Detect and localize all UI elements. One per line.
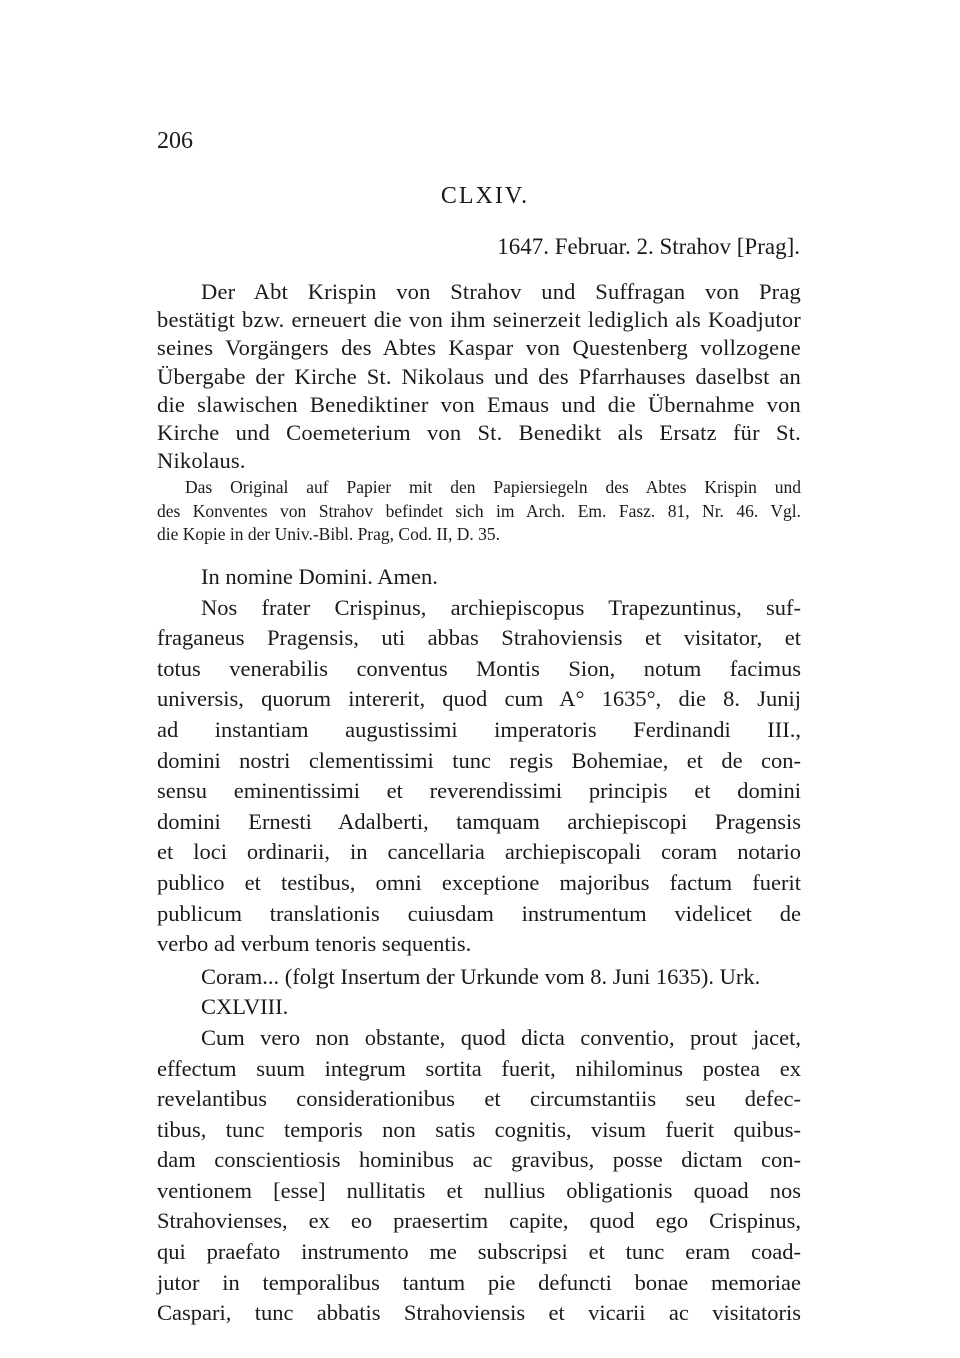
regest-line: Der Abt Krispin von Strahov und Suffragan von Prag [201, 279, 801, 304]
charter-text [157, 562, 801, 1329]
regest-line: die slawischen Benediktiner von Emaus und die Übernahme von [157, 391, 801, 417]
regest-line: Nikolaus. [157, 448, 246, 474]
text-line: domini Ernesti Adalberti, tamquam archiepiscopi Pragensis [157, 808, 801, 834]
text-line: publicum translationis cuiusdam instrumentum videlicet de [157, 900, 801, 926]
dateline: 1647. Februar. 2. Strahov [Prag]. [497, 234, 800, 259]
text-line: publico et testibus, omni exceptione majoribus factum fuerit [157, 869, 801, 895]
text-line: totus venerabilis conventus Montis Sion, notum facimus [157, 655, 801, 681]
regest-line: seines Vorgängers des Abtes Kaspar von Questenberg vollzogene [157, 335, 801, 361]
regest-summary [157, 278, 801, 475]
text-line: ventionem [esse] nullitatis et nullius obligationis quoad nos [157, 1177, 801, 1203]
regest-line: Übergabe der Kirche St. Nikolaus und des Pfarrhauses daselbst an [157, 363, 801, 389]
text-line: jutor in temporalibus tantum pie defuncti bonae memoriae [157, 1269, 801, 1295]
text-line: ad instantiam augustissimi imperatoris Ferdinandi III., [157, 716, 801, 742]
text-line: sensu eminentissimi et reverendissimi principis et domini [157, 778, 801, 804]
source-note-line: des Konventes von Strahov befindet sich im Arch. Em. Fasz. 81, Nr. 46. Vgl. [157, 500, 801, 521]
text-line: universis, quorum intererit, quod cum A° 1635°, die 8. Junij [157, 686, 801, 712]
text-line: Cum vero non obstante, quod dicta conventio, prout jacet, [201, 1024, 801, 1050]
text-line: Nos frater Crispinus, archiepiscopus Trapezuntinus, suf- [201, 594, 801, 620]
invocation: In nomine Domini. Amen. [201, 564, 438, 589]
paragraph-2 [157, 1023, 801, 1329]
text-line: revelantibus considerationibus et circumstantiis seu defec- [157, 1086, 801, 1112]
text-line: et loci ordinarii, in cancellaria archiepiscopali coram notario [157, 839, 801, 865]
text-line: qui praefato instrumento me subscripsi et tunc eram coad- [157, 1239, 801, 1265]
text-line: Caspari, tunc abbatis Strahoviensis et vicarii ac visitatoris [157, 1300, 801, 1326]
text-line: tibus, tunc temporis non satis cognitis, visum fuerit quibus- [157, 1116, 801, 1142]
regest-line: Kirche und Coemeterium von St. Benedikt als Ersatz für St. [157, 420, 801, 446]
text-line: verbo ad verbum tenoris sequentis. [157, 931, 472, 957]
text-line: domini nostri clementissimi tunc regis Bohemiae, et de con- [157, 747, 801, 773]
paragraph-1 [157, 593, 801, 960]
text-line: Strahovienses, ex eo praesertim capite, quod ego Crispinus, [157, 1208, 801, 1234]
document-numeral: CLXIV. [440, 183, 530, 209]
text-line: fraganeus Pragensis, uti abbas Strahoviensis et visitator, et [157, 625, 801, 651]
source-note-line: die Kopie in der Univ.-Bibl. Prag, Cod. II, D. 35. [157, 524, 500, 545]
page-number: 206 [157, 128, 193, 154]
text-line: effectum suum integrum sortita fuerit, nihilominus postea ex [157, 1055, 801, 1081]
source-note-line: Das Original auf Papier mit den Papiersiegeln des Abtes Krispin und [185, 477, 801, 497]
source-note [157, 476, 801, 547]
text-line: dam conscientiosis hominibus ac gravibus, posse dictam con- [157, 1147, 801, 1173]
regest-line: bestätigt bzw. erneuert die von ihm seinerzeit lediglich als Koadjutor [157, 307, 801, 333]
coram-insert-line: Coram... (folgt Insertum der Urkunde vom 8. Juni 1635). Urk. CXLVIII. [201, 963, 761, 1020]
